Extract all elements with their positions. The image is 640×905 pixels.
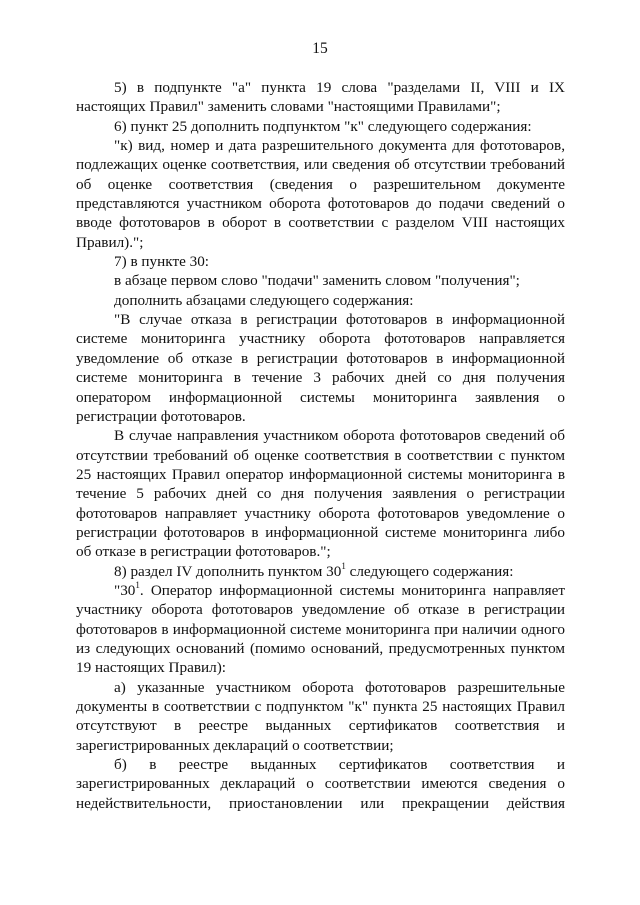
superscript-mark: 1 (341, 560, 346, 571)
superscript-mark: 1 (135, 579, 140, 590)
paragraph-first-abzats-change: в абзаце первом слово "подачи" заменить словом "получения"; (114, 272, 520, 290)
paragraph-point-30-1-text: . Оператор информационной системы мониторинга направляет участнику оборота фототоваров уведомление об отказе в регистрации фототоваров в информационной системе мониторинга при наличии одного из следующих оснований (помимо оснований, предусмотренных пунктом 19 настоящих Правил): (76, 581, 565, 677)
paragraph-refusal-notice: "В случае отказа в регистрации фототоваров в информационной системе мониторинга участнику оборота фототоваров направляется уведомление об отказе в регистрации фототоваров в информационной системе мониторинга в течение 3 рабочих дней со дня получения оператором информационной системы мониторинга заявления о регистрации фототоваров. (76, 311, 565, 425)
document-body (76, 78, 565, 813)
paragraph-add-abzatsy: дополнить абзацами следующего содержания: (114, 291, 414, 309)
paragraph-item-8-text: 8) раздел IV дополнить пунктом 30 (114, 562, 342, 580)
paragraph-item-8-tail: следующего содержания: (345, 562, 514, 580)
paragraph-item-7: 7) в пункте 30: (114, 253, 210, 271)
page-number: 15 (312, 40, 328, 57)
paragraph-item-5: 5) в подпункте "а" пункта 19 слова "разделами II, VIII и IX настоящих Правил" заменить словами "настоящими Правилами"; (76, 79, 565, 116)
paragraph-no-requirements-notice: В случае направления участником оборота фототоваров сведений об отсутствии требований об оценке соответствия в соответствии с пунктом 25 настоящих Правил оператор информационной системы мониторинга в течение 5 рабочих дней со дня получения заявления о регистрации фототоваров направляет участнику оборота фототоваров уведомление о регистрации фототоваров в информационной системе мониторинга либо об отказе в регистрации фототоваров."; (76, 427, 565, 561)
paragraph-item-8 (76, 562, 565, 581)
paragraph-subitem-a: а) указанные участником оборота фототоваров разрешительные документы в соответствии с подпунктом "к" пункта 25 настоящих Правил отсутствуют в реестре выданных сертификатов соответствия и зарегистрированных деклараций о соответствии; (76, 678, 565, 754)
paragraph-subitem-k: "к) вид, номер и дата разрешительного документа для фототоваров, подлежащих оценке соответствия, или сведения об отсутствии требований об оценке соответствия (сведения о разрешительном документе представляются участником оборота фототоваров до подачи сведений о вводе фототоваров в оборот в соответствии с разделом VIII настоящих Правил)."; (76, 137, 565, 251)
paragraph-point-30-1-number: "30 (114, 581, 136, 599)
paragraph-subitem-b: б) в реестре выданных сертификатов соответствия и зарегистрированных деклараций о соответствии имеются сведения о недействительности, приостановлении или прекращении действия (76, 756, 565, 812)
paragraph-point-30-1 (76, 581, 565, 678)
paragraph-item-6: 6) пункт 25 дополнить подпунктом "к" следующего содержания: (114, 117, 532, 135)
